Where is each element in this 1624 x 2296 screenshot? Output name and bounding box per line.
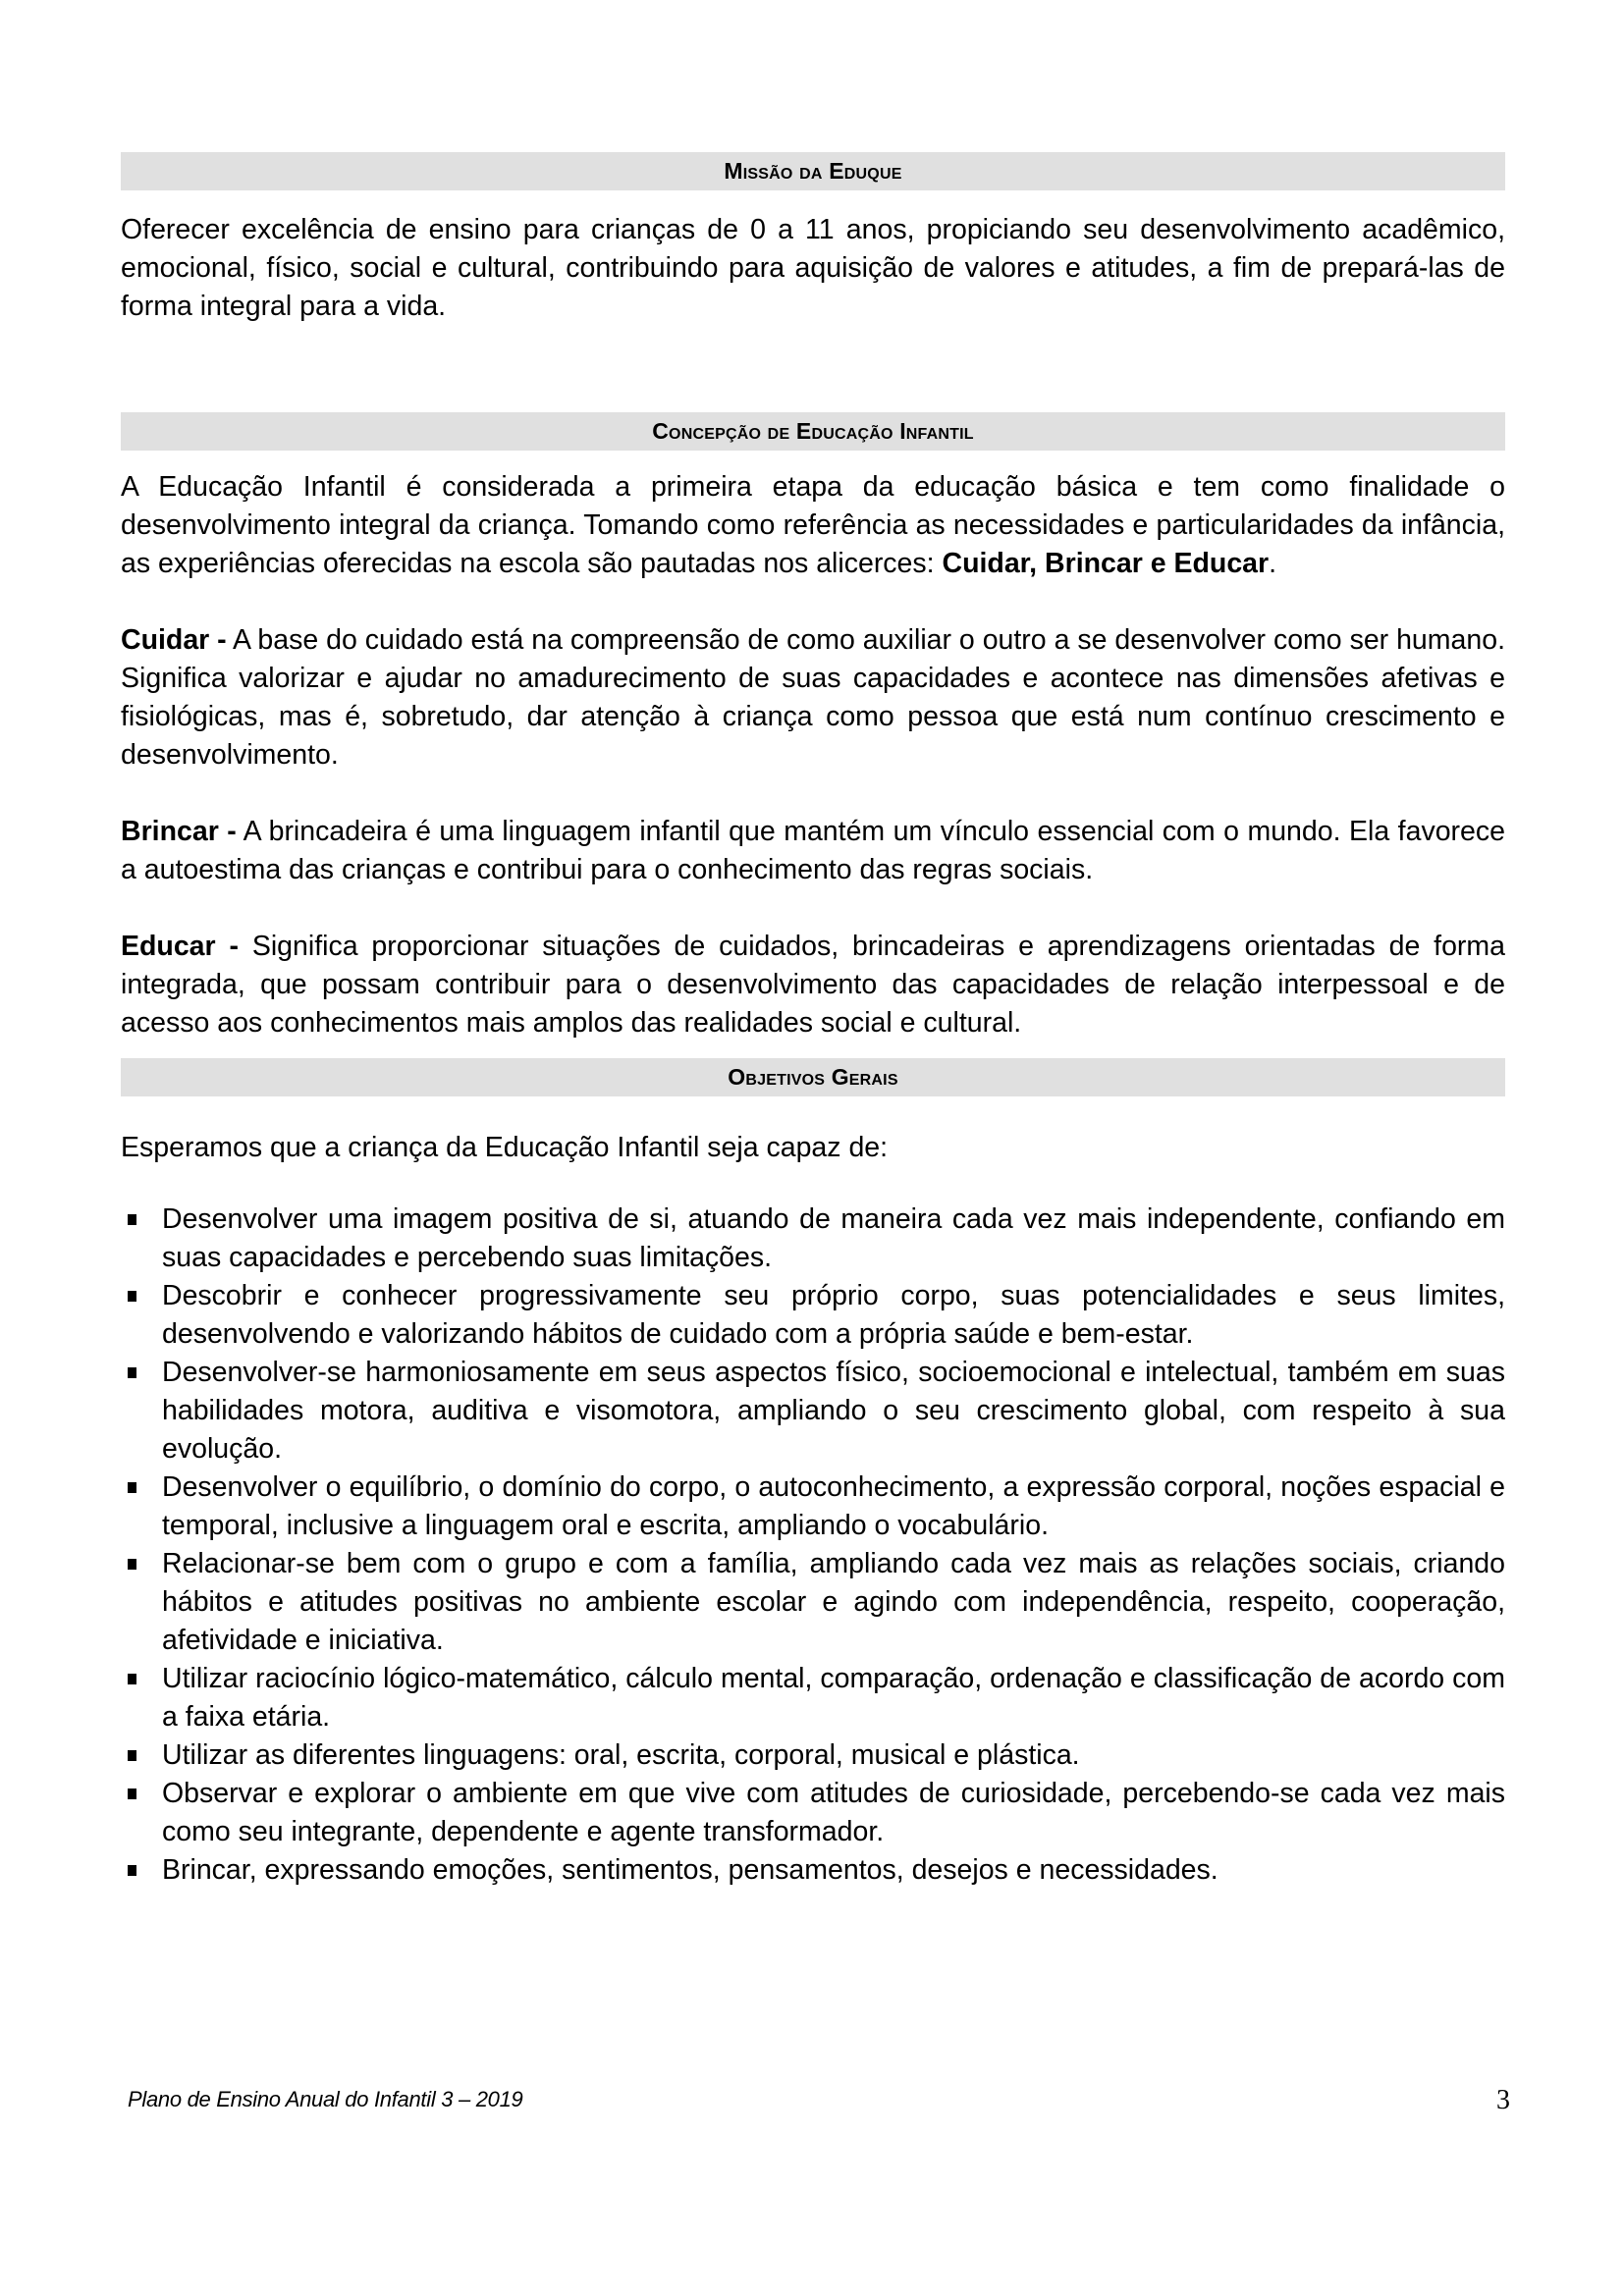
footer-title: Plano de Ensino Anual do Infantil 3 – 2019 [128,2087,523,2111]
cuidar-term: Cuidar - [121,624,227,656]
objectives-list [121,1201,1505,1890]
objetivos-intro: Esperamos que a criança da Educação Infantil seja capaz de: [121,1132,889,1163]
list-item [121,1354,1505,1468]
list-item [121,1736,1505,1775]
brincar-paragraph [121,813,1505,889]
square-bullet-icon [128,1865,136,1876]
missao-paragraph: Oferecer excelência de ensino para crianças de 0 a 11 anos, propiciando seu desenvolvimento acadêmico, emocional, físico, social e cultural, contribuindo para aquisição de valores e atitudes, a fim de prepará-las de forma integral para a vida. [121,214,1505,322]
square-bullet-icon [128,1367,136,1378]
list-item-text: Desenvolver uma imagem positiva de si, atuando de maneira cada vez mais independente, confiando em suas capacidades e percebendo suas limitações. [162,1203,1505,1273]
square-bullet-icon [128,1559,136,1570]
intro-bold-text: Cuidar, Brincar e Educar [942,548,1270,579]
concepcao-intro [121,468,1505,583]
cuidar-text: A base do cuidado está na compreensão de como auxiliar o outro a se desenvolver como ser humano. Significa valorizar e ajudar no amadurecimento de suas capacidades e acontece nas dimensões afetivas e fisiológicas, mas é, sobretudo, dar atenção à criança como pessoa que está num contínuo crescimento e desenvolvimento. [121,624,1505,771]
list-item-text: Desenvolver-se harmoniosamente em seus aspectos físico, socioemocional e intelectual, também em suas habilidades motora, auditiva e visomotora, ampliando o seu crescimento global, com respeito à sua evolução. [162,1357,1505,1465]
list-item [121,1851,1505,1890]
square-bullet-icon [128,1789,136,1799]
list-item [121,1775,1505,1851]
cuidar-paragraph [121,621,1505,774]
section-heading-concepcao [121,412,1505,451]
square-bullet-icon [128,1750,136,1761]
square-bullet-icon [128,1214,136,1225]
brincar-term: Brincar - [121,816,237,847]
document-page [121,152,1505,1890]
heading-text: Concepção de Educação Infantil [652,418,974,444]
list-item-text: Relacionar-se bem com o grupo e com a família, ampliando cada vez mais as relações sociais, criando hábitos e atitudes positivas no ambiente escolar e agindo com independência, respeito, cooperação, afetividade e iniciativa. [162,1548,1505,1656]
square-bullet-icon [128,1674,136,1684]
list-item [121,1201,1505,1277]
section-heading-missao [121,152,1505,190]
list-item-text: Observar e explorar o ambiente em que vive com atitudes de curiosidade, percebendo-se cada vez mais como seu integrante, dependente e agente transformador. [162,1778,1505,1847]
list-item [121,1660,1505,1736]
square-bullet-icon [128,1291,136,1302]
educar-text: Significa proporcionar situações de cuidados, brincadeiras e aprendizagens orientadas de forma integrada, que possam contribuir para o desenvolvimento das capacidades de relação interpessoal e de acesso aos conhecimentos mais amplos das realidades social e cultural. [121,931,1506,1039]
intro-end: . [1269,548,1277,579]
heading-text: Missão da Eduque [724,158,902,184]
list-item [121,1468,1505,1545]
list-item-text: Utilizar as diferentes linguagens: oral, escrita, corporal, musical e plástica. [162,1739,1080,1771]
list-item [121,1277,1505,1354]
educar-paragraph [121,928,1505,1042]
list-item [121,1545,1505,1660]
list-item-text: Brincar, expressando emoções, sentimentos, pensamentos, desejos e necessidades. [162,1854,1218,1886]
intro-text: A Educação Infantil é considerada a primeira etapa da educação básica e tem como finalidade o desenvolvimento integral da criança. Tomando como referência as necessidades e particularidades da infância, as experiências oferecidas na escola são pautadas nos alicerces: [121,471,1505,579]
page-number: 3 [1496,2085,1510,2115]
list-item-text: Utilizar raciocínio lógico-matemático, cálculo mental, comparação, ordenação e classificação de acordo com a faixa etária. [162,1663,1505,1733]
educar-term: Educar - [121,931,239,962]
square-bullet-icon [128,1482,136,1493]
brincar-text: A brincadeira é uma linguagem infantil que mantém um vínculo essencial com o mundo. Ela favorece a autoestima das crianças e contribui para o conhecimento das regras sociais. [121,816,1505,885]
list-item-text: Descobrir e conhecer progressivamente seu próprio corpo, suas potencialidades e seus limites, desenvolvendo e valorizando hábitos de cuidado com a própria saúde e bem-estar. [162,1280,1505,1350]
section-heading-objetivos [121,1058,1505,1096]
heading-text: Objetivos Gerais [728,1064,898,1090]
list-item-text: Desenvolver o equilíbrio, o domínio do corpo, o autoconhecimento, a expressão corporal, noções espacial e temporal, inclusive a linguagem oral e escrita, ampliando o vocabulário. [162,1471,1505,1541]
